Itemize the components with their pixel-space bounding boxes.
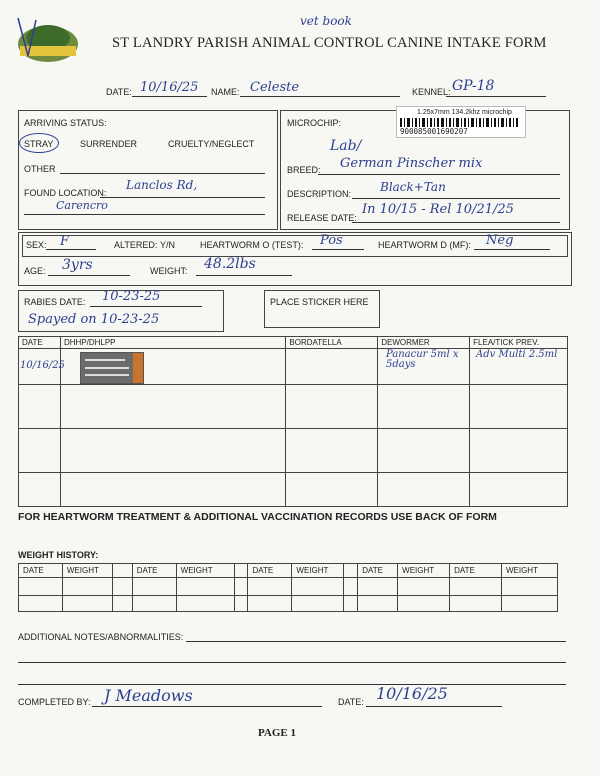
form-title: ST LANDRY PARISH ANIMAL CONTROL CANINE INTAKE FORM	[112, 35, 547, 51]
completed-by-label: COMPLETED BY:	[18, 697, 91, 707]
place-sticker-label: PLACE STICKER HERE	[270, 297, 369, 307]
heartworm-note: FOR HEARTWORM TREATMENT & ADDITIONAL VACCINATION RECORDS USE BACK OF FORM	[18, 511, 497, 523]
kennel-label: KENNEL:	[412, 87, 451, 97]
microchip-number: 900085001690207	[400, 127, 468, 136]
date-label: DATE:	[106, 87, 132, 97]
release-date-value[interactable]: In 10/15 - Rel 10/21/25	[362, 202, 514, 217]
completed-date-label: DATE:	[338, 697, 364, 707]
vaccine-row1-flea[interactable]: Adv Multi 2.5ml	[476, 349, 558, 360]
wh-header-weight: WEIGHT	[176, 564, 234, 578]
other-label: OTHER	[24, 164, 56, 174]
wh-header-date: DATE	[248, 564, 292, 578]
wh-header-weight: WEIGHT	[501, 564, 557, 578]
sex-value[interactable]: F	[60, 234, 70, 249]
completed-date-value[interactable]: 10/16/25	[376, 684, 448, 703]
vaccine-row	[19, 385, 568, 429]
weight-history-row	[19, 578, 558, 596]
name-value[interactable]: Celeste	[250, 80, 300, 95]
wh-header-weight: WEIGHT	[292, 564, 344, 578]
vaccine-header-dewormer: DEWORMER	[378, 337, 470, 349]
date-value[interactable]: 10/16/25	[140, 80, 199, 95]
wh-header-date: DATE	[450, 564, 502, 578]
wh-header-date: DATE	[358, 564, 398, 578]
spayed-note[interactable]: Spayed on 10-23-25	[28, 312, 160, 327]
status-option-surrender[interactable]: SURRENDER	[80, 139, 138, 149]
vaccine-row1-dewormer[interactable]: Panacur 5ml x 5days	[386, 349, 459, 370]
description-label: DESCRIPTION:	[287, 189, 352, 199]
heartworm-o-value[interactable]: Pos	[320, 233, 343, 248]
page-number: PAGE 1	[258, 727, 296, 739]
breed-handwritten-top: Lab/	[330, 138, 362, 154]
found-location-label: FOUND LOCATION:	[24, 188, 107, 198]
vaccine-header-bordatella: BORDATELLA	[286, 337, 378, 349]
found-location-line1[interactable]: Lanclos Rd,	[126, 178, 198, 192]
place-sticker-box	[264, 290, 380, 328]
vaccine-row	[19, 429, 568, 473]
heartworm-d-label: HEARTWORM D (MF):	[378, 240, 471, 250]
vaccine-sticker	[80, 352, 144, 384]
stray-circle	[19, 133, 59, 153]
completed-by-value[interactable]: J Meadows	[104, 686, 193, 705]
microchip-label: MICROCHIP:	[287, 118, 341, 128]
description-value[interactable]: Black+Tan	[380, 180, 446, 194]
weight-history-label: WEIGHT HISTORY:	[18, 550, 99, 560]
wh-header-date: DATE	[19, 564, 63, 578]
vaccine-header-date: DATE	[19, 337, 61, 349]
additional-notes-label: ADDITIONAL NOTES/ABNORMALITIES:	[18, 632, 184, 642]
kennel-value[interactable]: GP-18	[452, 78, 495, 94]
arriving-status-box	[18, 110, 278, 230]
found-location-line2[interactable]: Carencro	[56, 199, 108, 212]
arriving-status-label: ARRIVING STATUS:	[24, 118, 107, 128]
wh-header-weight: WEIGHT	[398, 564, 450, 578]
age-value[interactable]: 3yrs	[62, 257, 93, 273]
name-label: NAME:	[211, 87, 240, 97]
vaccine-row1-date[interactable]: 10/16/25	[20, 360, 65, 371]
vaccine-header-flea: FLEA/TICK PREV.	[470, 337, 568, 349]
wh-header-date: DATE	[132, 564, 176, 578]
wh-header-weight: WEIGHT	[62, 564, 112, 578]
barcode-icon	[400, 118, 520, 127]
parish-logo-icon	[14, 16, 82, 66]
breed-label: BREED:	[287, 165, 321, 175]
altered-value[interactable]: Y/N	[160, 240, 176, 250]
age-label: AGE:	[24, 266, 46, 276]
weight-label: WEIGHT:	[150, 266, 188, 276]
heartworm-o-label: HEARTWORM O (TEST):	[200, 240, 304, 250]
rabies-date-label: RABIES DATE:	[24, 297, 86, 307]
weight-history-table	[18, 563, 558, 612]
sex-label: SEX:	[26, 240, 47, 250]
weight-value[interactable]: 48.2lbs	[204, 256, 256, 272]
altered-label: ALTERED:	[114, 240, 158, 250]
status-option-stray[interactable]: STRAY	[24, 139, 54, 149]
heartworm-d-value[interactable]: Neg	[486, 233, 514, 248]
rabies-date-value[interactable]: 10-23-25	[102, 289, 161, 304]
breed-value[interactable]: German Pinscher mix	[340, 156, 483, 171]
release-date-label: RELEASE DATE:	[287, 213, 357, 223]
vaccine-row	[19, 473, 568, 507]
status-option-cruelty[interactable]: CRUELTY/NEGLECT	[168, 139, 255, 149]
microchip-sticker	[396, 106, 526, 138]
vet-book-note: vet book	[300, 14, 352, 28]
weight-history-row	[19, 596, 558, 612]
microchip-sticker-text: 1.25x7mm 134.2khz microchip	[417, 109, 512, 116]
vaccine-header-dhhp: DHHP/DHLPP	[60, 337, 285, 349]
